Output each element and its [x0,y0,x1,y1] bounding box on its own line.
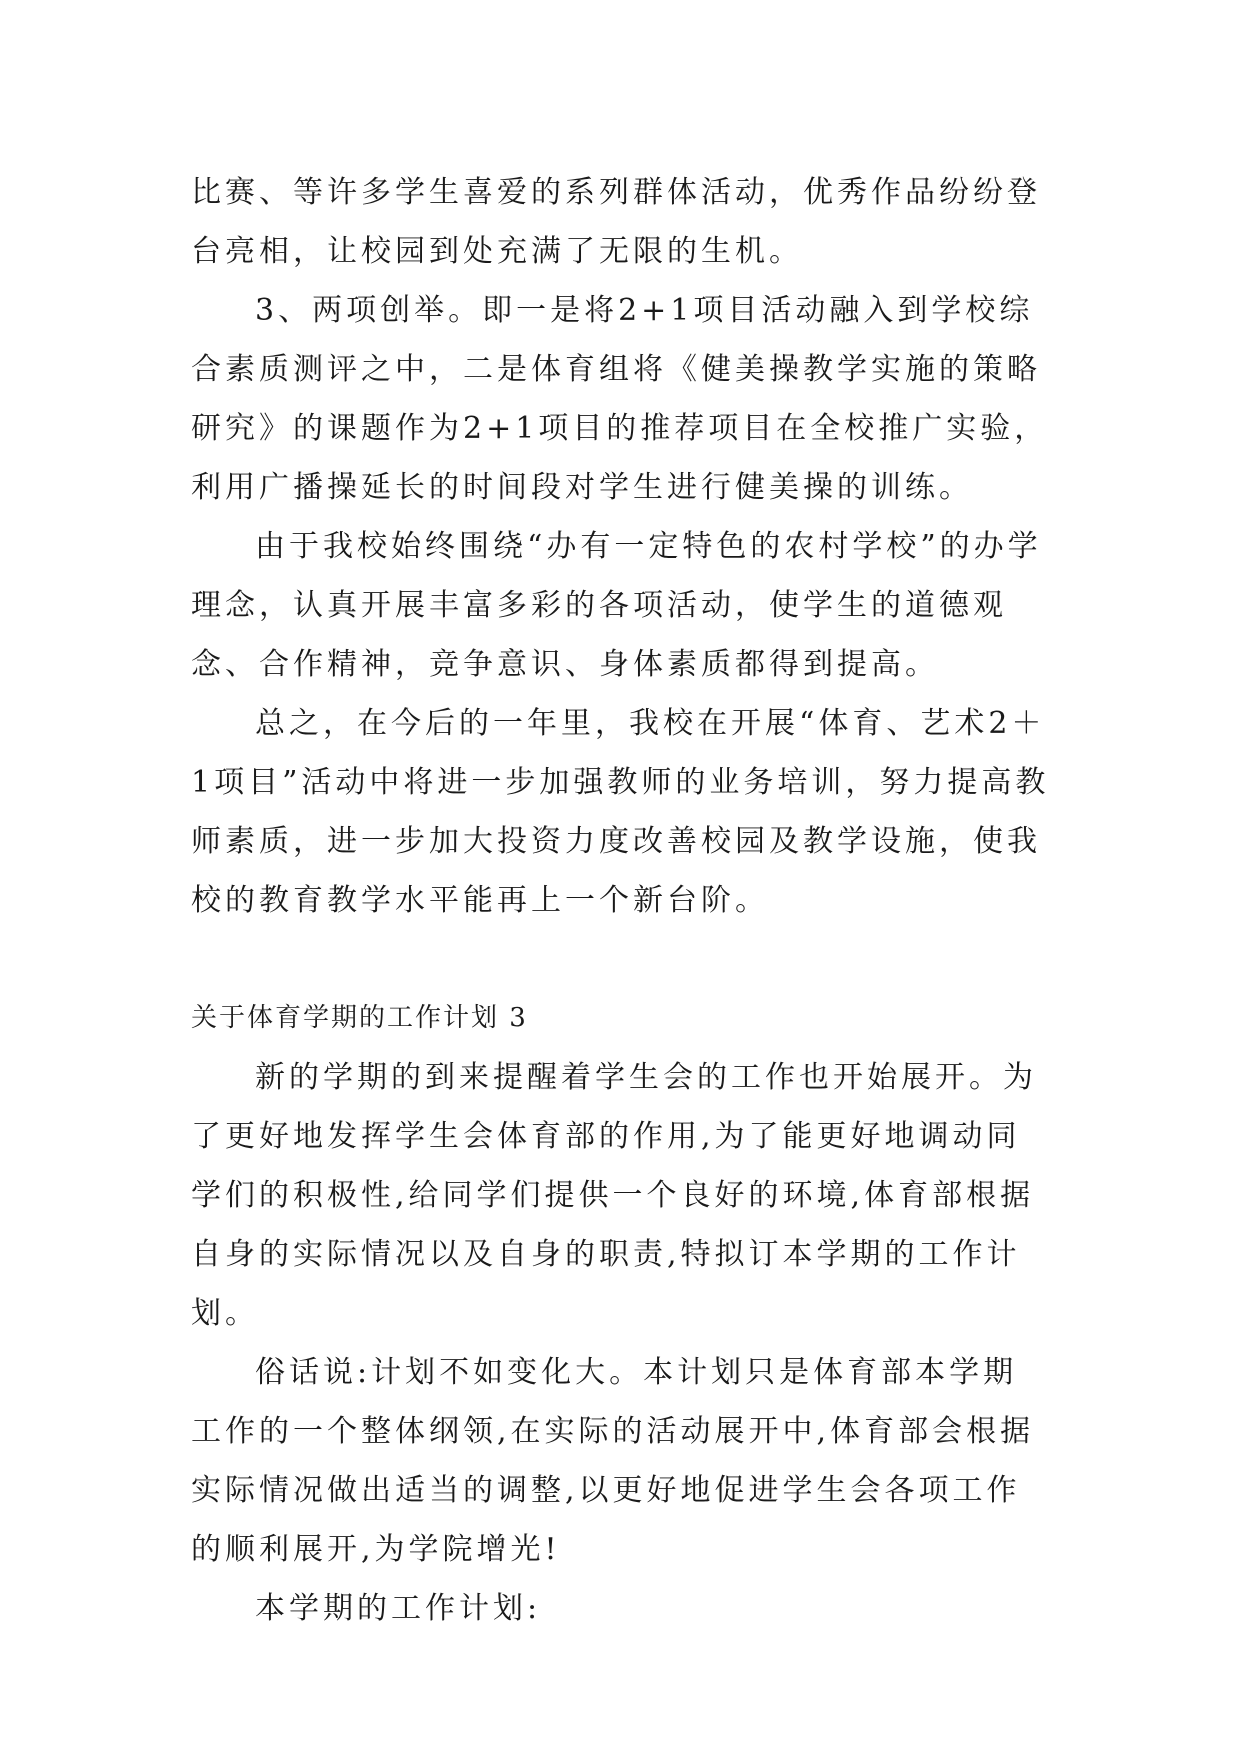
paragraph-conclusion: 总之，在今后的一年里，我校在开展“体育、艺术2＋1项目”活动中将进一步加强教师的业务培训，努力提高教师素质，进一步加大投资力度改善校园及教学设施，使我校的教育教学水平能再上一个新台阶。 [191,706,1050,918]
paragraph-school-philosophy: 由于我校始终围绕“办有一定特色的农村学校”的办学理念，认真开展丰富多彩的各项活动，使学生的道德观念、合作精神，竞争意识、身体素质都得到提高。 [191,529,1042,682]
section-title: 关于体育学期的工作计划 3 [191,1003,528,1033]
paragraph-new-semester: 新的学期的到来提醒着学生会的工作也开始展开。为了更好地发挥学生会体育部的作用,为了能更好地调动同学们的积极性,给同学们提供一个良好的环境,体育部根据自身的实际情况以及自身的职责,特拟订本学期的工作计划。 [191,1060,1037,1331]
paragraph-plan-heading: 本学期的工作计划: [255,1591,542,1626]
paragraph-two-innovations: 3、两项创举。即一是将2+1项目活动融入到学校综合素质测评之中，二是体育组将《健美操教学实施的策略研究》的课题作为2+1项目的推荐项目在全校推广实验，利用广播操延长的时间段对学生进行健美操的训练。 [191,293,1049,505]
document-body [191,163,1051,1638]
paragraph-activities-continued: 比赛、等许多学生喜爱的系列群体活动，优秀作品纷纷登台亮相，让校园到处充满了无限的生机。 [191,175,1041,269]
paragraph-plan-flexibility: 俗话说:计划不如变化大。本计划只是体育部本学期工作的一个整体纲领,在实际的活动展开中,体育部会根据实际情况做出适当的调整,以更好地促进学生会各项工作的顺利展开,为学院增光! [191,1355,1035,1567]
